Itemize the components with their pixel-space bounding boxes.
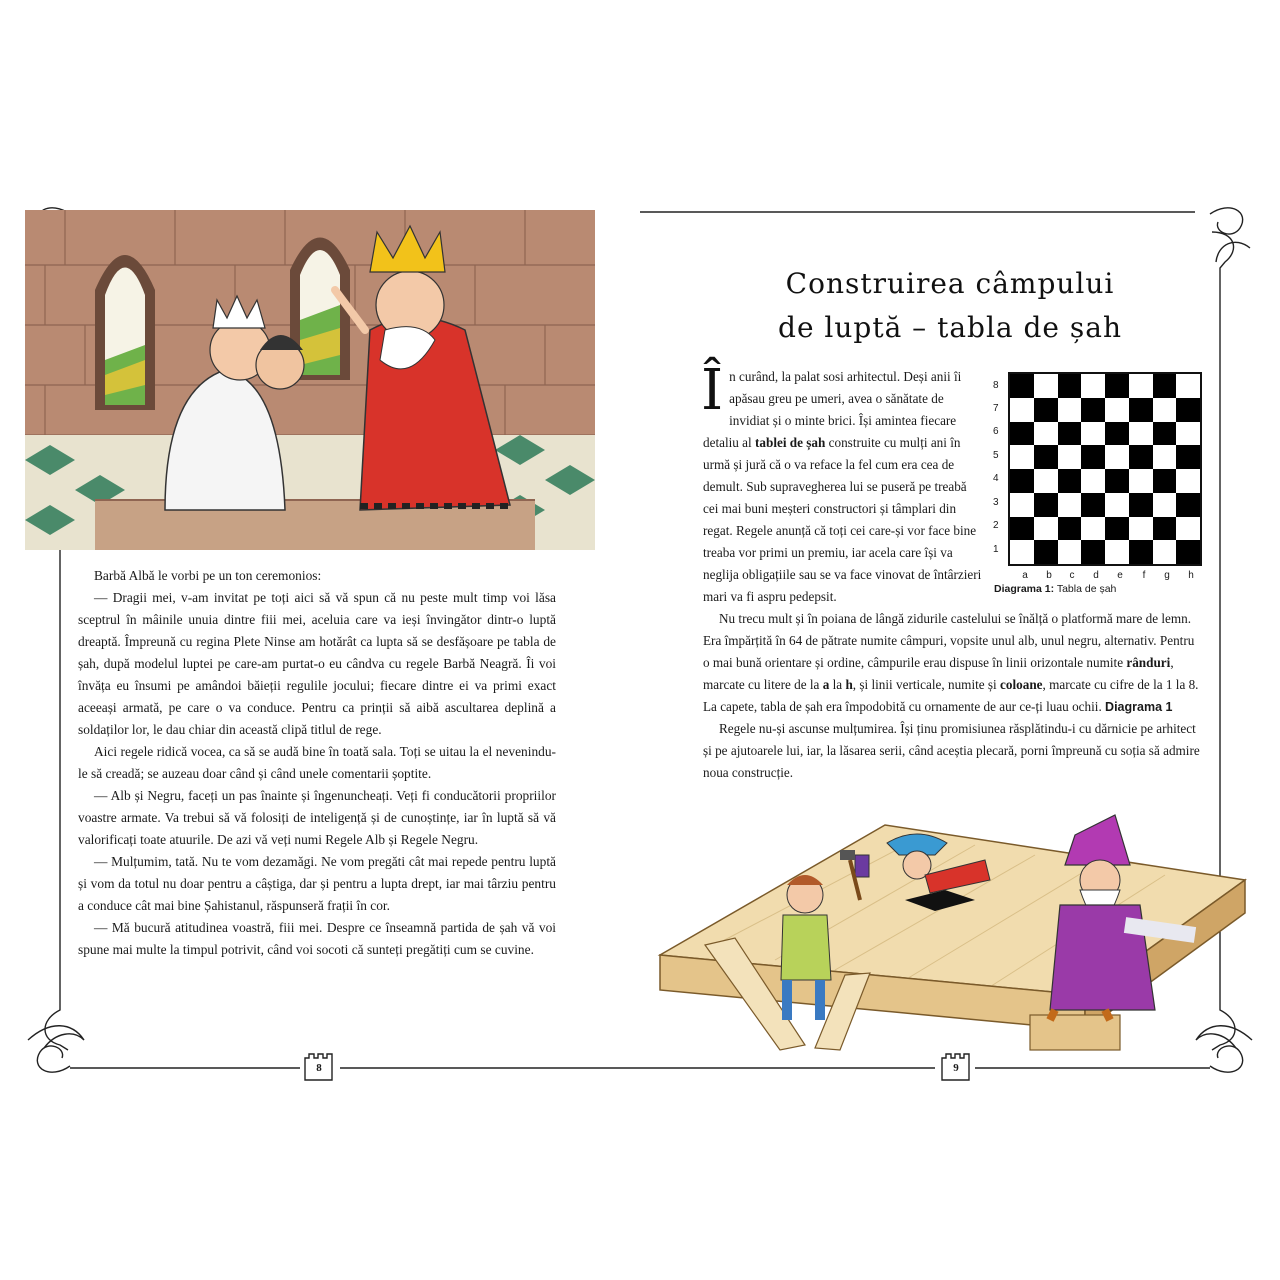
board-square xyxy=(1176,445,1200,469)
file-label: c xyxy=(1069,570,1075,581)
bold-term: tablei de șah xyxy=(755,435,826,450)
paragraph xyxy=(703,608,1200,718)
left-page-text xyxy=(78,565,556,961)
board-square xyxy=(1010,374,1034,398)
rank-label: 4 xyxy=(993,473,999,484)
diagram-caption xyxy=(994,583,1116,595)
board-square xyxy=(1129,422,1153,446)
board-square xyxy=(1010,445,1034,469)
file-label: g xyxy=(1164,570,1170,581)
board-square xyxy=(1153,398,1177,422)
board-square xyxy=(1129,445,1153,469)
drop-cap: Î xyxy=(701,358,724,423)
board-square xyxy=(1010,517,1034,541)
board-square xyxy=(1105,445,1129,469)
text-run: , și linii verticale, numite și xyxy=(852,677,1001,692)
board-square xyxy=(1034,493,1058,517)
board-square xyxy=(1176,517,1200,541)
right-page-text xyxy=(703,608,1200,784)
chessboard-diagram xyxy=(990,370,1205,600)
board-square xyxy=(1176,422,1200,446)
intro-paragraph xyxy=(701,358,983,608)
text-run: , marcate cu litere de la xyxy=(703,655,1174,692)
board-square xyxy=(1153,422,1177,446)
board-square xyxy=(1081,398,1105,422)
board-square xyxy=(1058,445,1082,469)
board-square xyxy=(1176,540,1200,564)
bold-term: h xyxy=(845,677,853,692)
rank-label: 8 xyxy=(993,380,999,391)
board-square xyxy=(1176,493,1200,517)
board-square xyxy=(1153,493,1177,517)
text-run: construite cu mulți ani în urmă și jură că o va reface la fel cum era cea de demult. Sub supravegherea lui se puseră pe treabă cei mai buni meșteri constructori și tâmplari din regat. Regele anunță că toți cei care-și vor face bine treaba vor primi un premiu, iar acela care își va neglija obligațiile sau se va face vinovat de întârzieri mari va fi aspru pedepsit. xyxy=(703,435,982,604)
paragraph: — Mulțumim, tată. Nu te vom dezamăgi. Ne vom pregăti cât mai repede pentru luptă și vom da totul nu doar pentru a câștiga, dar și pentru a lupta drept, iar mai târziu pentru a conduce cât mai bine Șahistanul, răspunseră frații în cor. xyxy=(78,854,556,913)
board-square xyxy=(1034,374,1058,398)
board-square xyxy=(1105,422,1129,446)
chapter-title-line2: de luptă – tabla de șah xyxy=(778,311,1122,344)
text-run: la xyxy=(829,677,846,692)
board-square xyxy=(1153,445,1177,469)
rank-label: 3 xyxy=(993,497,999,508)
rank-label: 2 xyxy=(993,520,999,531)
board-square xyxy=(1058,493,1082,517)
board-square xyxy=(1105,398,1129,422)
board-square xyxy=(1081,517,1105,541)
board-square xyxy=(1153,517,1177,541)
page-number-left: 8 xyxy=(316,1062,322,1074)
board-square xyxy=(1176,469,1200,493)
paragraph: — Dragii mei, v-am invitat pe toți aici să vă spun că nu peste mult timp voi lăsa sceptrul în mâinile unuia dintre fiii mei, aceluia care va ieși învingător dintr-o luptă dreaptă. Împreună cu regina Plete Ninse am hotărât ca lupta să se desfășoare pe tabla de șah, după modelul luptei pe care-am purtat-o eu cândva cu regele Barbă Neagră. Îi voi învăța eu însumi pe amândoi băieții regulile jocului; fiecare dintre ei va primi exact aceeași armată, pe care o va conduce. Pentru ca prinții să aibă ascultarea deplină a soldaților lor, le dau chiar din această clipă titlul de rege. xyxy=(78,590,556,737)
board-square xyxy=(1176,374,1200,398)
board-square xyxy=(1010,493,1034,517)
board-square xyxy=(1010,422,1034,446)
file-label: e xyxy=(1117,570,1123,581)
board-square xyxy=(1058,398,1082,422)
chessboard xyxy=(1008,372,1202,566)
caption-label: Diagrama 1: xyxy=(994,583,1055,595)
file-label: d xyxy=(1093,570,1099,581)
paragraph: Regele nu-și ascunse mulțumirea. Își ținu promisiunea răsplătindu-i cu dărnicie pe arhitect și pe ajutoarele lui, iar, la lăsarea serii, când aceștia plecară, porni împreună cu soția să admire noua construcție. xyxy=(703,721,1200,780)
caption-text: Tabla de șah xyxy=(1054,583,1117,595)
board-square xyxy=(1034,469,1058,493)
paragraph: — Alb și Negru, faceți un pas înainte și îngenuncheați. Veți fi conducătorii propriilor voastre armate. Va trebui să vă folosiți de inteligență și de cunoștințe, iar în luptă să vă valorificați toate atuurile. De azi vă veți numi Regele Alb și Regele Negru. xyxy=(78,788,556,847)
board-square xyxy=(1034,445,1058,469)
board-square xyxy=(1105,469,1129,493)
board-square xyxy=(1129,469,1153,493)
file-label: a xyxy=(1022,570,1028,581)
paragraph: — Mă bucură atitudinea voastră, fiii mei. Despre ce înseamnă partida de șah vă voi spune mai multe la timpul potrivit, când voi socoti că sunteți pregătiți cum se cuvine. xyxy=(78,920,556,957)
kings-ceremony-illustration xyxy=(25,210,595,550)
paragraph: Aici regele ridică vocea, ca să se audă bine în toată sala. Toți se uitau la el nevenindu-le să creadă; se auzeau doar când și când unele comentarii șoptite. xyxy=(78,744,556,781)
board-square xyxy=(1081,540,1105,564)
paragraph: Barbă Albă le vorbi pe un ton ceremonios: xyxy=(94,568,322,583)
board-square xyxy=(1105,493,1129,517)
board-square xyxy=(1058,422,1082,446)
board-square xyxy=(1153,469,1177,493)
rank-label: 7 xyxy=(993,403,999,414)
text-run: , marcate cu cifre de la 1 la 8. La capete, tabla de șah era împodobită cu ornamente de aur ce-ți luau ochii. xyxy=(703,677,1199,714)
board-square xyxy=(1129,517,1153,541)
rank-label: 5 xyxy=(993,450,999,461)
board-square xyxy=(1153,374,1177,398)
board-square xyxy=(1105,540,1129,564)
bold-term: coloane xyxy=(1000,677,1043,692)
text-run: Nu trecu mult și în poiana de lângă zidurile castelului se înălță o platformă mare de lemn. Era împărțită în 64 de pătrate numite câmpuri, vopsite unul alb, unul negru, alternativ. Pentru o mai bună orientare și ordine, câmpurile erau dispuse în linii orizontale numite xyxy=(703,611,1195,670)
board-square xyxy=(1058,374,1082,398)
file-label: h xyxy=(1188,570,1194,581)
board-square xyxy=(1010,398,1034,422)
board-square xyxy=(1081,469,1105,493)
board-square xyxy=(1105,374,1129,398)
board-square xyxy=(1034,540,1058,564)
diagram-reference: Diagrama 1 xyxy=(1105,700,1173,714)
board-square xyxy=(1058,469,1082,493)
board-square xyxy=(1010,469,1034,493)
board-square xyxy=(1058,540,1082,564)
board-square xyxy=(1105,517,1129,541)
chapter-title xyxy=(700,262,1200,350)
board-square xyxy=(1081,422,1105,446)
board-square xyxy=(1010,540,1034,564)
chapter-title-line1: Construirea câmpului xyxy=(785,267,1115,300)
board-square xyxy=(1081,493,1105,517)
board-square xyxy=(1129,398,1153,422)
board-square xyxy=(1129,374,1153,398)
bold-term: rânduri xyxy=(1126,655,1171,670)
page-number-right: 9 xyxy=(953,1062,959,1074)
board-square xyxy=(1034,398,1058,422)
board-square xyxy=(1034,517,1058,541)
bold-term: a xyxy=(822,677,830,692)
board-square xyxy=(1129,540,1153,564)
board-square xyxy=(1153,540,1177,564)
board-square xyxy=(1081,445,1105,469)
file-label: b xyxy=(1046,570,1052,581)
board-square xyxy=(1129,493,1153,517)
rank-label: 6 xyxy=(993,426,999,437)
builders-illustration xyxy=(655,805,1250,1065)
text-run: n curând, la palat sosi arhitectul. Deși anii îi apăsau greu pe umeri, avea o sănătate de invidiat și o minte brici. Își amintea fiecare detaliu al xyxy=(703,369,962,450)
rank-label: 1 xyxy=(993,544,999,555)
file-label: f xyxy=(1142,570,1146,581)
board-square xyxy=(1081,374,1105,398)
board-square xyxy=(1058,517,1082,541)
board-square xyxy=(1034,422,1058,446)
board-square xyxy=(1176,398,1200,422)
